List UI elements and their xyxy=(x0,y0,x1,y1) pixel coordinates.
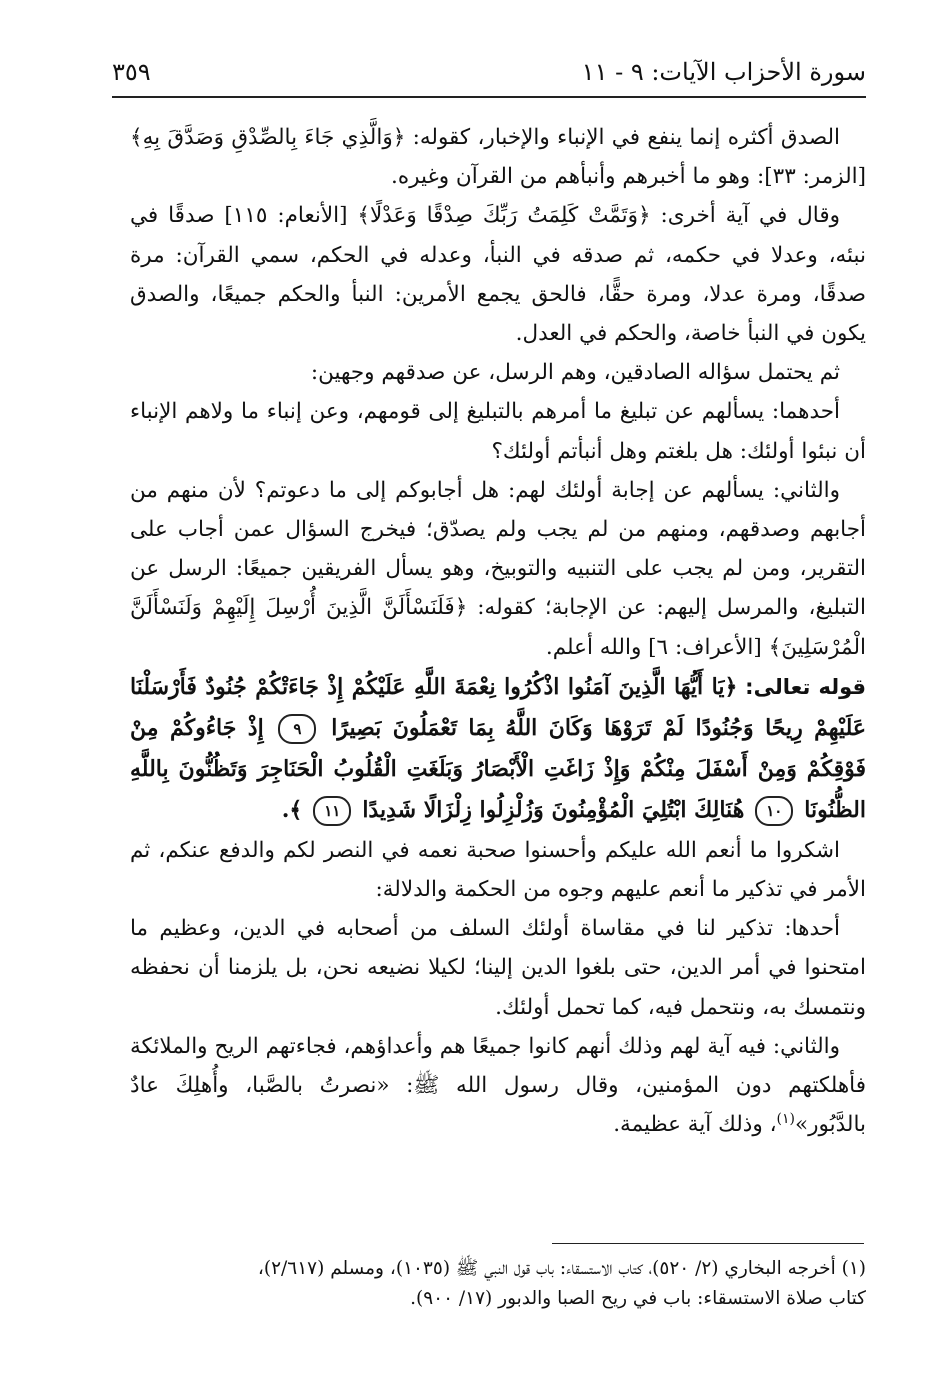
ayah-number-10: ١٠ xyxy=(755,796,793,826)
verse-text-part-3: هُنَالِكَ ابْتُلِيَ الْمُؤْمِنُونَ وَزُلْزِلُوا زِلْزَالًا شَدِيدًا xyxy=(362,796,745,823)
footnote-divider xyxy=(552,1243,864,1244)
verse-text-part-2: إِذْ جَاءُوكُمْ مِنْ فَوْقِكُمْ وَمِنْ أَسْفَلَ مِنْكُمْ وَإِذْ زَاغَتِ الْأَبْصَارُ وَبَلَغَتِ الْقُلُوبُ الْحَنَاجِرَ وَتَظُنُّونَ بِاللَّهِ الظُّنُونَا xyxy=(130,714,866,823)
paragraph-8 xyxy=(130,1027,866,1145)
surah-title: سورة الأحزاب الآيات: ٩ - ١١ xyxy=(581,58,866,86)
verse-label: قوله تعالى: xyxy=(745,674,866,699)
paragraph-1: الصدق أكثره إنما ينفع في الإنباء والإخبار، كقوله: ﴿وَالَّذِي جَاءَ بِالصِّدْقِ وَصَدَّقَ بِهِ﴾ [الزمر: ٣٣]: وهو ما أخبرهم وأنبأهم من القرآن وغيره. xyxy=(130,125,866,190)
main-text xyxy=(130,118,866,1144)
paragraph-4: أحدهما: يسألهم عن تبليغ ما أمرهم بالتبليغ إلى قومهم، وعن إنباء ما ولاهم الإنباء أن نبئوا أولئك: هل بلغتم وهل أنبأتم أولئك؟ xyxy=(130,399,866,464)
footnotes xyxy=(130,1254,866,1314)
verse-text-part-1: ﴿يَا أَيُّهَا الَّذِينَ آمَنُوا اذْكُرُوا نِعْمَةَ اللَّهِ عَلَيْكُمْ إِذْ جَاءَتْكُمْ جُنُودٌ فَأَرْسَلْنَا عَلَيْهِمْ رِيحًا وَجُنُودًا لَمْ تَرَوْهَا وَكَانَ اللَّهُ بِمَا تَعْمَلُونَ بَصِيرًا xyxy=(130,673,866,741)
ayah-number-9: ٩ xyxy=(278,714,316,744)
page-number: ٣٥٩ xyxy=(112,58,151,86)
paragraph-5: والثاني: يسألهم عن إجابة أولئك لهم: هل أجابوكم إلى ما دعوتم؟ لأن منهم من أجابهم وصدقهم، ومنهم من لم يجب ولم يصدّق؛ فيخرج السؤال عمن أجاب على التقرير، ومن لم يجب على التنبيه والتوبيخ، وهو يسأل الفريقين جميعًا: الرسل عن التبليغ، والمرسل إليهم: عن الإجابة؛ كقوله: ﴿فَلَنَسْأَلَنَّ الَّذِينَ أُرْسِلَ إِلَيْهِمْ وَلَنَسْأَلَنَّ الْمُرْسَلِينَ﴾ [الأعراف: ٦] والله أعلم. xyxy=(130,477,866,660)
quran-verse-block xyxy=(130,667,866,831)
paragraph-8-text: والثاني: فيه آية لهم وذلك أنهم كانوا جميعًا هم وأعداؤهم، فجاءتهم الريح والملائكة فأهلكتهم دون المؤمنين، وقال رسول الله ﷺ: «نصرتُ بالصَّبا، وأُهلِكَ عادٌ بالدَّبُور» xyxy=(130,1033,866,1138)
paragraph-2: وقال في آية أخرى: ﴿وَتَمَّتْ كَلِمَتُ رَبِّكَ صِدْقًا وَعَدْلًا﴾ [الأنعام: ١١٥] صدقًا في نبئه، وعدلا في حكمه، ثم صدقه في النبأ، وعدله في الحكم، سمي القرآن: مرة صدقًا، ومرة عدلا، ومرة حقًّا، فالحق يجمع الأمرين: النبأ والحكم جميعًا، والصدق يكون في النبأ خاصة، والحكم في العدل. xyxy=(130,203,866,347)
page-header xyxy=(112,52,866,98)
footnote-1-line-2: كتاب صلاة الاستسقاء: باب في ريح الصبا والدبور (١٧/ ٩٠٠). xyxy=(410,1288,866,1309)
paragraph-8-end: ، وذلك آية عظيمة. xyxy=(613,1112,777,1138)
paragraph-7: أحدها: تذكير لنا في مقاساة أولئك السلف من أصحابه في الدين، وعظيم ما امتحنوا في أمر الدين، حتى بلغوا الدين إلينا؛ لكيلا نضيعه نحن، بل يلزمنا أن نحفظه ونتمسك به، ونتحمل فيه، كما تحمل أولئك. xyxy=(130,916,866,1020)
footnote-reference: (١) xyxy=(776,1111,795,1128)
ayah-number-11: ١١ xyxy=(313,796,351,826)
verse-closing-bracket: ﴾. xyxy=(281,796,303,823)
paragraph-3: ثم يحتمل سؤاله الصادقين، وهم الرسل، عن صدقهم وجهين: xyxy=(310,360,840,386)
paragraph-6: اشكروا ما أنعم الله عليكم وأحسنوا صحبة نعمه في النصر لكم والدفع عنكم، ثم الأمر في تذكير ما أنعم عليهم وجوه من الحكمة والدلالة: xyxy=(130,837,866,903)
footnote-1-line-1: (١) أخرجه البخاري (٢/ ٥٢٠)، كتاب الاستسقاء: باب قول النبي ﷺ (١٠٣٥)، ومسلم (٢/٦١٧)، xyxy=(257,1258,866,1279)
